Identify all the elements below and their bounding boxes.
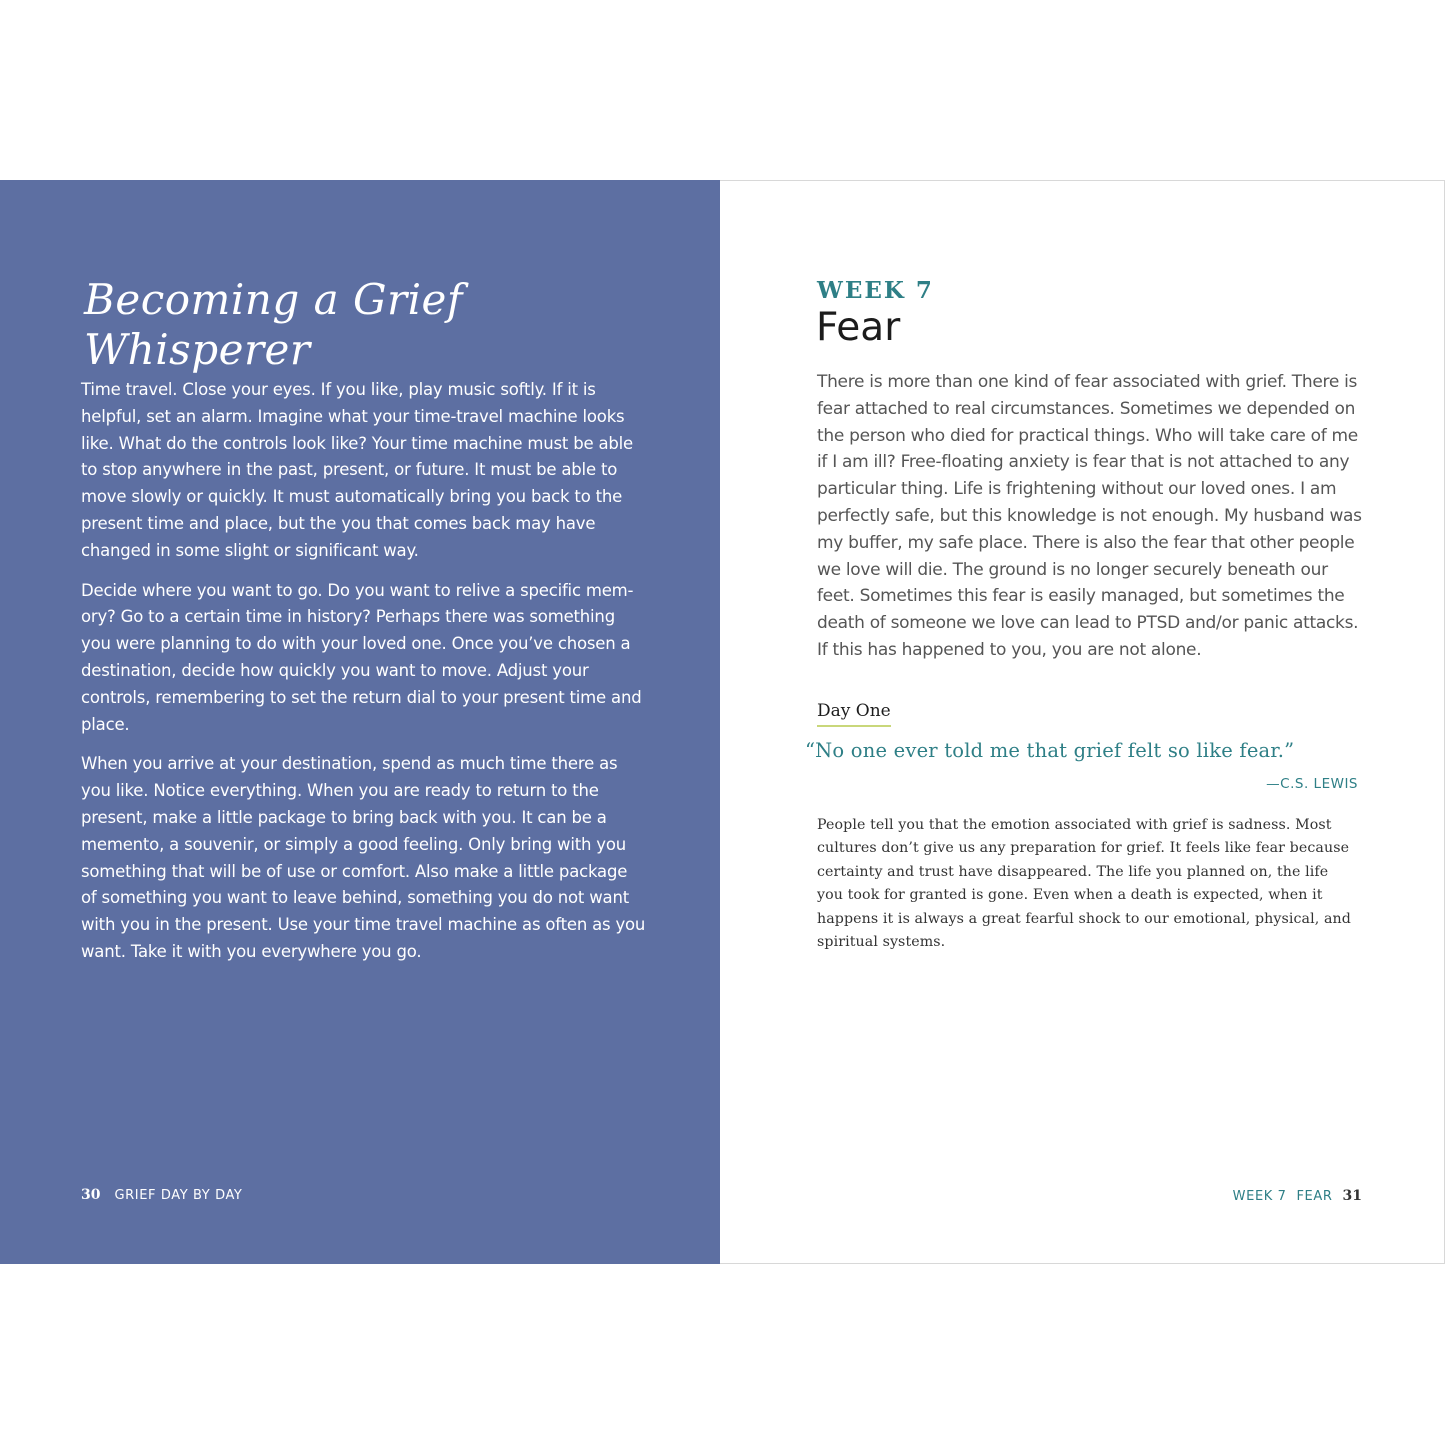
- epigraph-quote: “No one ever told me that grief felt so like fear.”: [805, 739, 1295, 762]
- day-heading: Day One: [817, 701, 891, 727]
- feature-title: Becoming a Grief Whisperer: [84, 275, 463, 375]
- right-page: [720, 180, 1445, 1264]
- left-folio: [81, 1187, 242, 1203]
- feature-body: [81, 377, 646, 979]
- quote-attribution: —C.S. LEWIS: [1266, 776, 1358, 792]
- chapter-intro: There is more than one kind of fear associated with grief. There is fear attached to real circumstances. Sometimes we depended on the person who died for practical things. Who will take care of me if I am ill? Free-floating anxiety is fear that is not attached to any particular thing. Life is frightening without our loved ones. I am perfectly safe, but this knowledge is not enough. My husband was my buffer, my safe place. There is also the fear that other people we love will die. The ground is no longer securely beneath our feet. Sometimes this fear is easily managed, but sometimes the death of someone we love can lead to PTSD and/or panic attacks. If this has happened to you, you are not alone.: [817, 372, 1362, 660]
- running-head: GRIEF DAY BY DAY: [114, 1188, 243, 1203]
- feature-paragraph: When you arrive at your destination, spend as much time there as you like. Notice everything. When you are ready to return to the present, make a little package to bring back with you. It can be a memento, a souvenir, or simply a good feeling. Only bring with you something that will be of use or comfort. Also make a little package of something you want to leave behind, something you do not want with you in the present. Use your time travel machine as often as you want. Take it with you everywhere you go.: [81, 754, 646, 961]
- chapter-title: Fear: [816, 305, 901, 350]
- day-body-text: People tell you that the emotion associated with grief is sadness. Most cultures don’t give us any preparation for grief. It feels like fear because certainty and trust have disappeared. The life you planned on, the life you took for granted is gone. Even when a death is expected, when it happens it is always a great fearful shock to our emotional, physical, and spiritual systems.: [817, 817, 1351, 951]
- week-label: WEEK 7: [817, 277, 934, 304]
- page-number: 30: [81, 1187, 101, 1203]
- feature-paragraph: Time travel. Close your eyes. If you like, play music softly. If it is helpful, set an alarm. Imagine what your time-travel machine looks like. What do the controls look like? Your time machine must be able to stop anywhere in the past, present, or future. It must be able to move slowly or quickly. It must automatically bring you back to the present time and place, but the you that comes back may have changed in some slight or significant way.: [81, 380, 633, 560]
- book-spread: [0, 180, 1445, 1264]
- left-page: [0, 180, 720, 1264]
- right-folio: [1233, 1188, 1362, 1204]
- page-number: 31: [1342, 1188, 1362, 1204]
- running-head-week: WEEK 7: [1232, 1189, 1287, 1204]
- feature-paragraph: Decide where you want to go. Do you want to relive a specific mem-ory? Go to a certain time in history? Perhaps there was something you were planning to do with your loved one. Once you’ve chosen a destination, decide how quickly you want to move. Adjust your controls, remembering to set the return dial to your present time and place.: [81, 580, 642, 734]
- running-head-title: FEAR: [1296, 1189, 1333, 1204]
